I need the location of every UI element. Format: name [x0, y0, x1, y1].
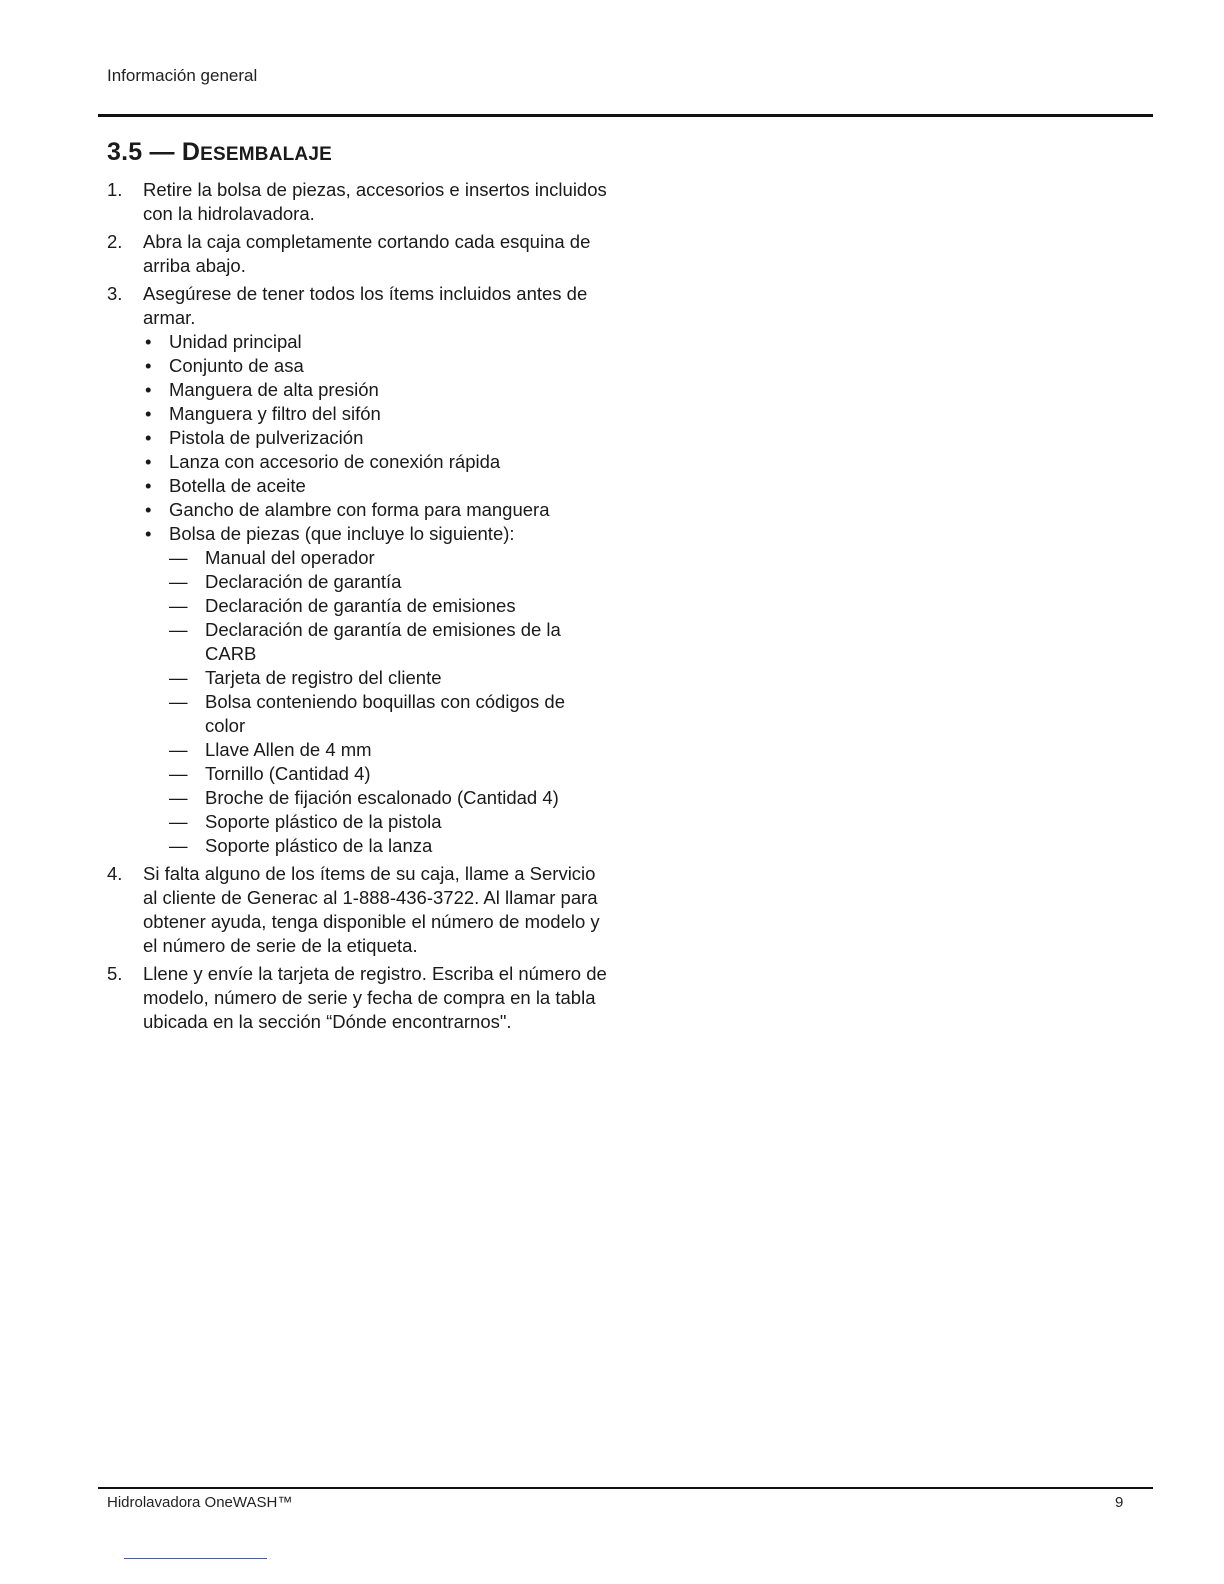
bullet-mark: •	[145, 379, 152, 400]
dash-mark: —	[169, 763, 188, 784]
header-rule	[98, 114, 1153, 117]
list-item: • Lanza con accesorio de conexión rápida	[145, 451, 501, 472]
dash-mark: —	[169, 619, 188, 640]
list-item: • Manguera de alta presión	[145, 379, 379, 400]
unpacking-steps	[107, 178, 607, 1038]
bullet-mark: •	[145, 499, 152, 520]
bullet-mark: •	[145, 355, 152, 376]
sub-list-item: — Llave Allen de 4 mm	[169, 739, 372, 760]
bullet-mark: •	[145, 403, 152, 424]
dash-mark: —	[169, 811, 188, 832]
sub-list-item: — Declaración de garantía de emisiones	[169, 595, 516, 616]
dash-mark: —	[169, 835, 188, 856]
dash-mark: —	[169, 787, 188, 808]
list-item: • Botella de aceite	[145, 475, 306, 496]
step-text: Si falta alguno de los ítems de su caja, llame a Servicio al cliente de Generac al 1-888-436-3722. Al llamar para obtener ayuda, tenga disponible el número de modelo y el número de serie de la etiqueta.	[143, 863, 600, 956]
bullet-mark: •	[145, 331, 152, 352]
page-number: 9	[1115, 1494, 1124, 1511]
sub-list-item: — Broche de fijación escalonado (Cantidad 4)	[169, 787, 559, 808]
parts-bag-list	[169, 546, 607, 858]
section-title	[107, 138, 332, 167]
sub-list-item: — Declaración de garantía	[169, 571, 402, 592]
step-number: 1.	[107, 179, 123, 200]
step-text: Llene y envíe la tarjeta de registro. Escriba el número de modelo, número de serie y fecha de compra en la tabla ubicada en la sección “Dónde encontrarnos".	[143, 963, 607, 1032]
step-5	[107, 962, 607, 1034]
step-number: 3.	[107, 283, 123, 304]
step-text: Abra la caja completamente cortando cada esquina de arriba abajo.	[143, 231, 591, 276]
step-3	[107, 282, 607, 858]
sub-list-item: — Bolsa conteniendo boquillas con códigos de color	[169, 691, 565, 736]
step-text: Asegúrese de tener todos los ítems incluidos antes de armar.	[143, 283, 588, 328]
list-item: • Pistola de pulverización	[145, 427, 364, 448]
list-item: • Bolsa de piezas (que incluye lo siguiente): — Manual del operador — Declaración de garantía — Declaración de garantía de emisiones — Declaración de garantía de emisiones de la CARB — Tarjeta de registro del cliente — Bolsa conteniendo boquillas con códigos de color — Llave Allen de 4 mm — Tornillo (Cantidad 4) — Broche de fijación escalonado (Cantidad 4) — Soporte plástico de la pistola — Soporte plástico de la lanza	[143, 522, 607, 858]
step-number: 5.	[107, 963, 123, 984]
section-number: 3.5 —	[107, 138, 182, 166]
sub-list-item: — Manual del operador	[169, 547, 375, 568]
dash-mark: —	[169, 667, 188, 688]
step-2	[107, 230, 607, 278]
bullet-mark: •	[145, 475, 152, 496]
step-number: 4.	[107, 863, 123, 884]
sub-list-item: — Declaración de garantía de emisiones de la CARB	[169, 619, 561, 664]
list-item: • Unidad principal	[145, 331, 302, 352]
dash-mark: —	[169, 739, 188, 760]
running-header: Información general	[107, 66, 258, 85]
included-items-list	[143, 330, 607, 858]
sub-list-item: — Soporte plástico de la lanza	[169, 835, 433, 856]
footer-product-name: Hidrolavadora OneWASH™	[107, 1494, 293, 1511]
sub-list-item: — Tornillo (Cantidad 4)	[169, 763, 371, 784]
step-1	[107, 178, 607, 226]
dash-mark: —	[169, 571, 188, 592]
bullet-mark: •	[145, 451, 152, 472]
footer-rule	[98, 1487, 1153, 1489]
link-underline	[124, 1558, 267, 1559]
bullet-mark: •	[145, 523, 152, 544]
list-item: • Gancho de alambre con forma para manguera	[145, 499, 550, 520]
dash-mark: —	[169, 691, 188, 712]
step-4	[107, 862, 607, 958]
step-number: 2.	[107, 231, 123, 252]
bullet-mark: •	[145, 427, 152, 448]
section-title-rest: ESEMBALAJE	[200, 144, 332, 165]
section-title-initial: D	[181, 138, 201, 166]
dash-mark: —	[169, 595, 188, 616]
step-text: Retire la bolsa de piezas, accesorios e insertos incluidos con la hidrolavadora.	[143, 179, 607, 224]
list-item: • Manguera y filtro del sifón	[145, 403, 381, 424]
list-item: • Conjunto de asa	[145, 355, 304, 376]
dash-mark: —	[169, 547, 188, 568]
sub-list-item: — Tarjeta de registro del cliente	[169, 667, 442, 688]
sub-list-item: — Soporte plástico de la pistola	[169, 811, 442, 832]
